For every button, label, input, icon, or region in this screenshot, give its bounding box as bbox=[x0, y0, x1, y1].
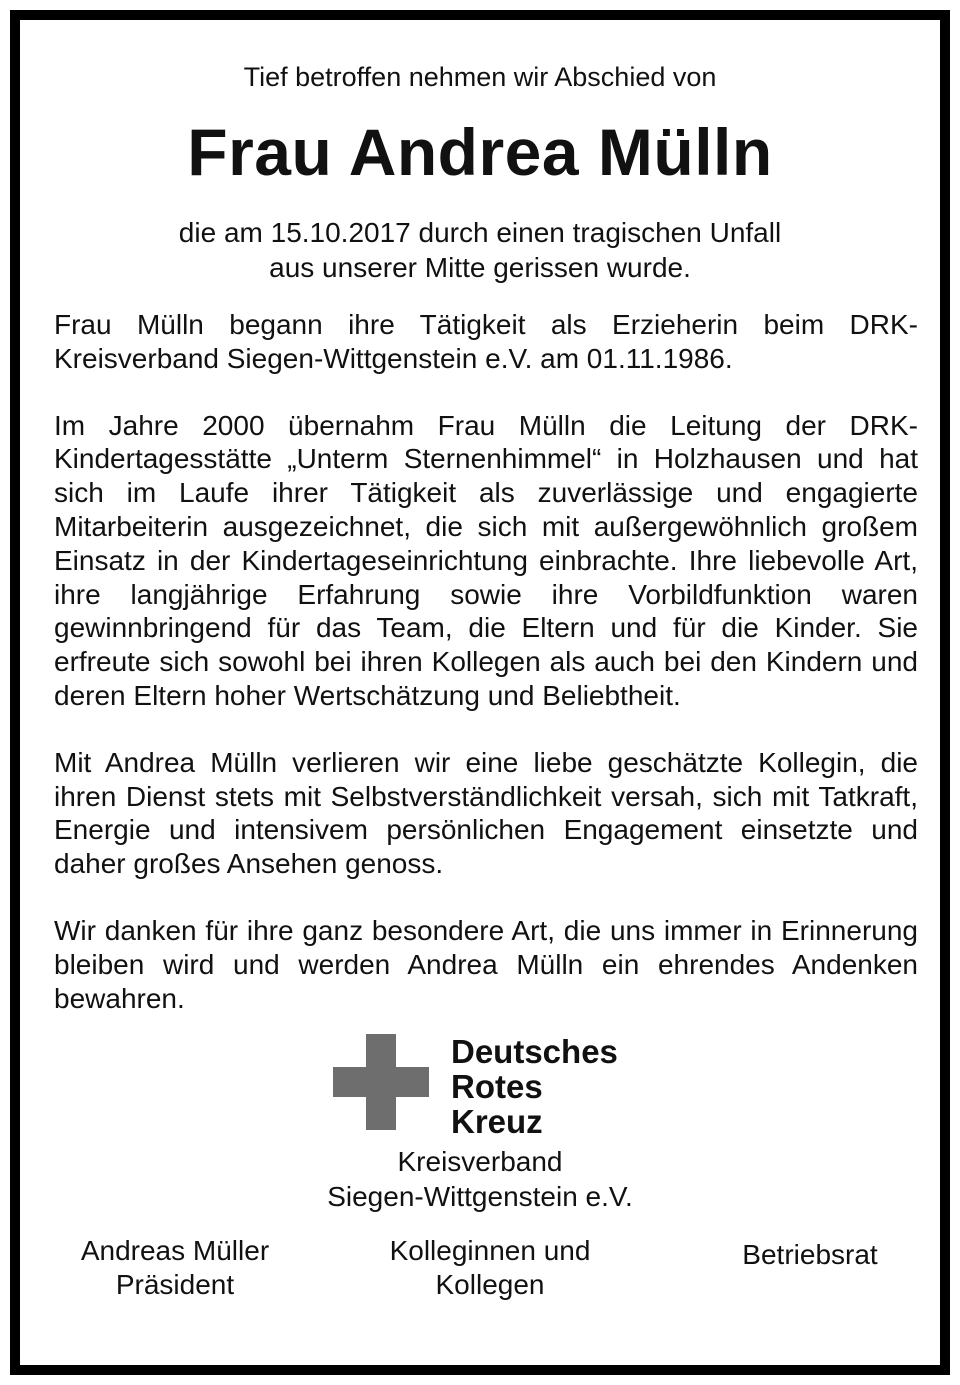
logo-line-3: Kreuz bbox=[451, 1103, 543, 1140]
signature-colleagues bbox=[370, 1234, 610, 1302]
paragraph-leadership: Im Jahre 2000 übernahm Frau Mülln die Leitung der DRK-Kindertagesstätte „Unterm Sternenhimmel“ in Holzhausen und hat sich im Laufe ihrer Tätigkeit als zuverlässige und engagierte Mitarbeiterin ausgezeichnet, die sich mit außergewöhnlich großem Einsatz in der Kindertageseinrichtung einbrachte. Ihre liebevolle Art, ihre langjährige Erfahrung sowie ihre Vorbildfunktion waren gewinnbringend für das Team, die Eltern und für die Kinder. Sie erfreute sich sowohl bei ihren Kollegen als auch bei den Kindern und deren Eltern hoher Wertschätzung und Beliebtheit. bbox=[54, 409, 918, 711]
president-name: Andreas Müller bbox=[80, 1235, 270, 1266]
signature-works-council: Betriebsrat bbox=[742, 1239, 878, 1270]
obituary-body bbox=[54, 308, 918, 1048]
paragraph-loss: Mit Andrea Mülln verlieren wir eine liebe geschätzte Kollegin, die ihren Dienst stets mit Selbstverständlichkeit versah, sich mit Tatkraft, Energie und intensivem persönlichen Engagement einsetzte und daher großes Ansehen genoss. bbox=[54, 746, 918, 880]
logo-line-1: Deutsches bbox=[451, 1033, 618, 1070]
organization-line-2: Siegen-Wittgenstein e.V. bbox=[327, 1181, 633, 1212]
logo-wordmark bbox=[451, 1034, 618, 1139]
deceased-name: Frau Andrea Mülln bbox=[187, 115, 773, 189]
colleagues-line-2: Kollegen bbox=[435, 1269, 545, 1300]
organization-name bbox=[20, 1144, 940, 1214]
death-notice-line-2: aus unserer Mitte gerissen wurde. bbox=[269, 252, 691, 283]
drk-logo bbox=[333, 1034, 653, 1149]
death-notice bbox=[20, 215, 940, 285]
president-title: Präsident bbox=[115, 1269, 235, 1300]
organization-line-1: Kreisverband bbox=[397, 1146, 563, 1177]
death-notice-line-1: die am 15.10.2017 durch einen tragischen Unfall bbox=[178, 217, 782, 248]
paragraph-career-start: Frau Mülln begann ihre Tätigkeit als Erzieherin beim DRK-Kreisverband Siegen-Wittgenstein e.V. am 01.11.1986. bbox=[54, 309, 918, 374]
paragraph-thanks: Wir danken für ihre ganz besondere Art, die uns immer in Erinnerung bleiben wird und werden Andrea Mülln ein ehrendes Andenken bewahren. bbox=[54, 914, 918, 1014]
colleagues-line-1: Kolleginnen und bbox=[389, 1235, 591, 1266]
signature-president bbox=[60, 1234, 290, 1302]
logo-line-2: Rotes bbox=[451, 1068, 543, 1105]
cross-horizontal-bar bbox=[333, 1067, 429, 1097]
obituary-notice bbox=[10, 10, 950, 1375]
intro-line: Tief betroffen nehmen wir Abschied von bbox=[243, 62, 717, 92]
